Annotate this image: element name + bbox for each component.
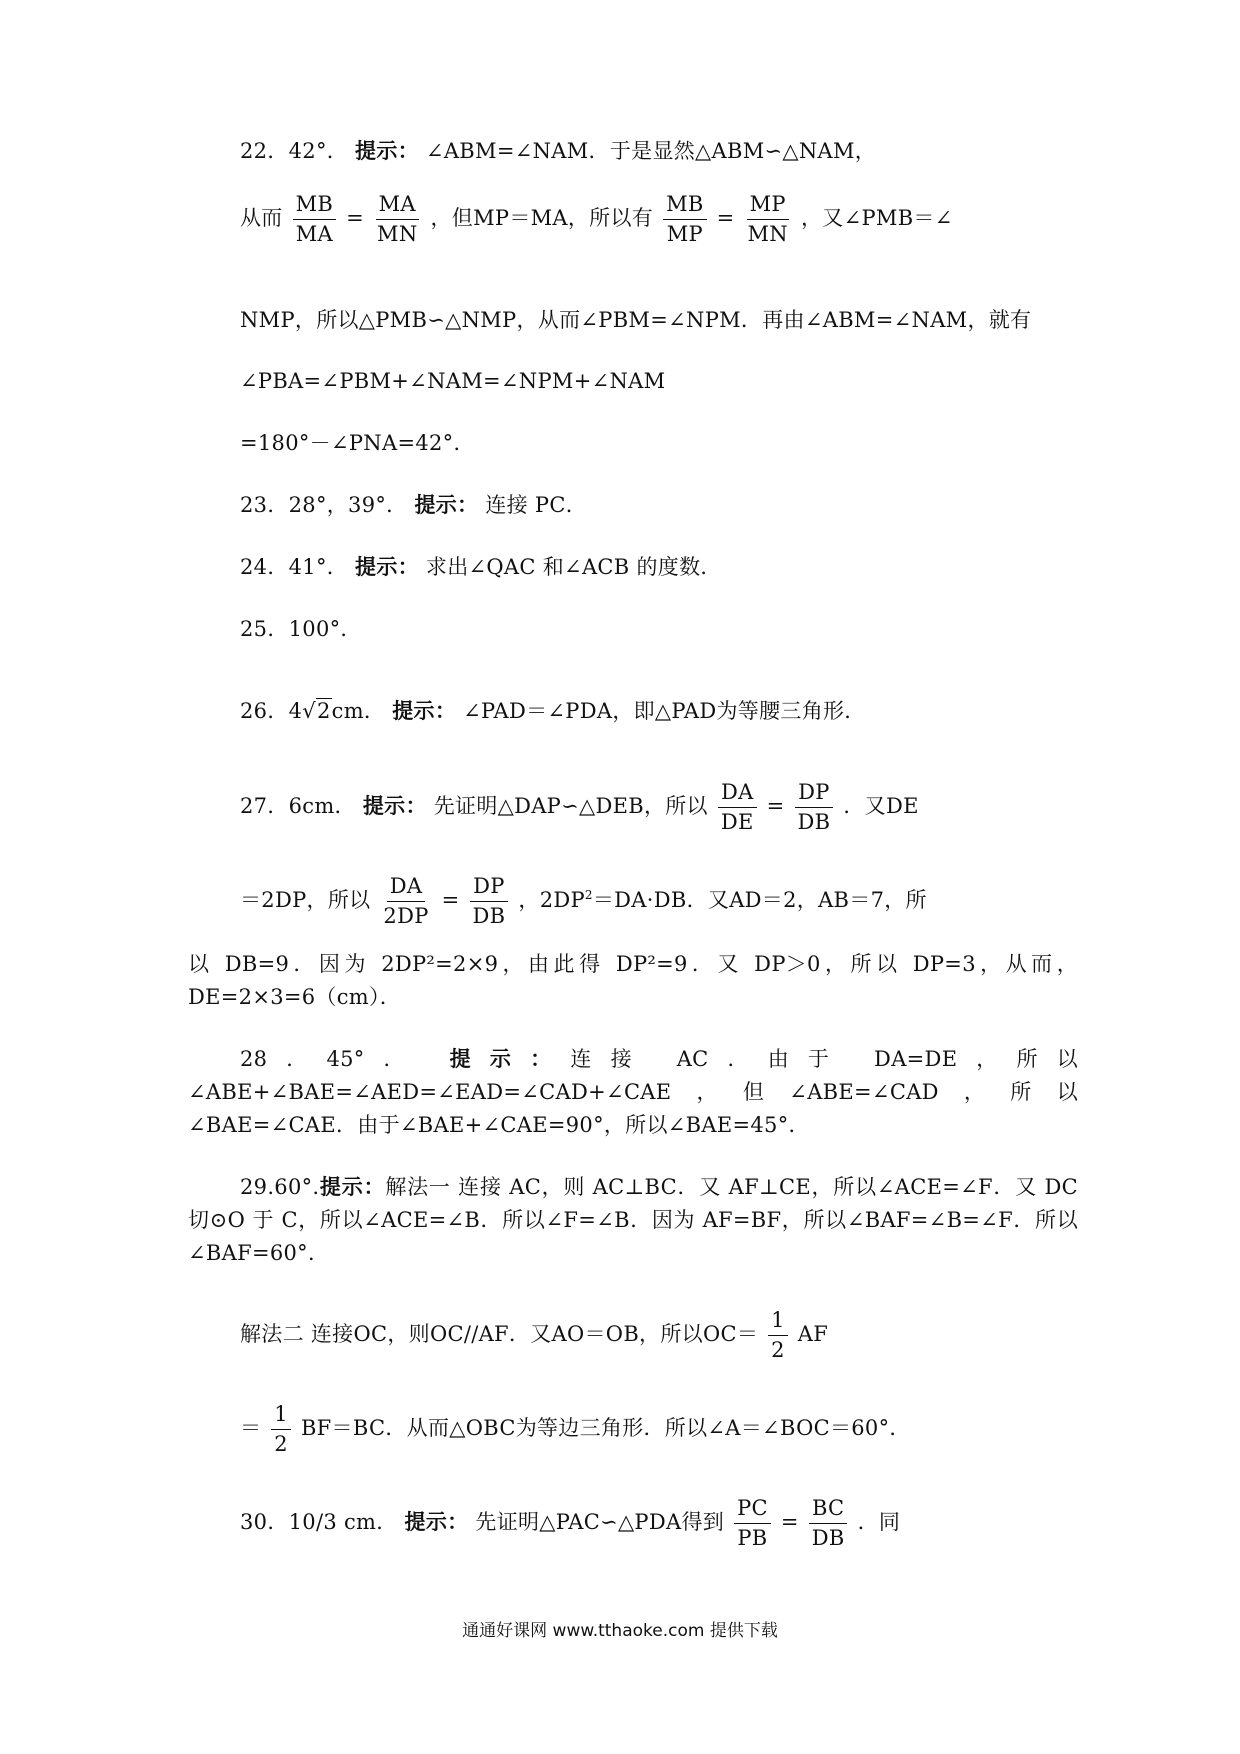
denominator: PB [737,1526,768,1550]
numerator: DP [470,876,508,902]
item-text: ．同 [857,1510,901,1534]
item-text: 连接 AC．由于 DA=DE，所以∠ABE+∠BAE=∠AED=∠EAD=∠CAD+∠CAE，但∠ABE=∠CAD，所以∠BAE=∠CAE．由于∠BAE+∠CAE=90°，所以∠BAE=45°． [188,1047,1079,1137]
numerator: DA [387,876,426,902]
fraction [809,1498,848,1549]
hint-label: 提示： [355,554,419,579]
item-text: 求出∠QAC 和∠ACB 的度数． [425,555,722,579]
fraction [380,876,431,927]
item-text: ＝ [240,1416,262,1440]
hint-label: 提示： [392,698,457,723]
numerator: 1 [271,1404,291,1430]
numerator: DA [718,782,757,808]
numerator: BC [809,1498,848,1524]
denominator: MN [747,222,788,246]
item-text: 连接 PC． [485,493,588,517]
item-text: ．又DE [843,794,919,818]
item-22-line-1 [240,136,876,166]
fraction [374,194,420,245]
denominator: DE [720,810,754,834]
equals: = [766,794,785,818]
numerator: DP [795,782,833,808]
equals: = [346,206,365,230]
item-text: ＝DA·DB．又AD＝2，AB＝7，所 [592,888,927,912]
denominator: 2DP [383,904,429,928]
radicand: 2 [316,699,331,723]
denominator: MA [295,222,333,246]
denominator: MN [377,222,418,246]
numerator: MP [747,194,789,220]
fraction [293,194,337,245]
item-number: 27．6cm． [240,794,356,818]
equals: = [441,888,460,912]
item-number: 30．10/3 cm． [240,1510,398,1534]
hint-label: 提示： [449,1046,571,1071]
item-27-line-2 [240,876,927,927]
item-number: 23．28°，39°． [240,493,408,517]
denominator: 2 [771,1338,785,1362]
item-29-method-2-line-2 [240,1404,911,1455]
item-30 [240,1498,900,1549]
fraction [663,194,707,245]
numerator: MB [663,194,707,220]
superscript: 2 [584,888,593,902]
item-number: 24．41°． [240,555,349,579]
item-29-method-2-line-1 [240,1310,828,1361]
sqrt-sign: √ [302,699,316,723]
denominator: 2 [274,1432,288,1456]
item-27-line-3: 以 DB=9．因为 2DP²=2×9，由此得 DP²=9．又 DP＞0，所以 DP=3，从而，DE=2×3=6（cm）． [188,952,1078,1009]
denominator: DB [472,904,506,928]
numerator: MA [376,194,419,220]
item-text: ，但MP＝MA，所以有 [430,206,654,230]
fraction [271,1404,291,1455]
item-26 [240,696,866,726]
item-22-line-4: ∠PBA=∠PBM+∠NAM=∠NPM+∠NAM [240,369,666,393]
item-text: ，2DP [518,888,585,912]
item-number: 22．42°． [240,139,349,163]
equals: = [716,206,735,230]
item-text: 从而 [240,206,283,230]
item-number: 26．4 [240,699,303,723]
unit: cm． [331,699,386,723]
fraction [745,194,791,245]
numerator: MB [293,194,337,220]
item-text: ∠ABM=∠NAM．于是显然△ABM∽△NAM， [425,139,877,163]
item-22-line-3: NMP，所以△PMB∽△NMP，从而∠PBM=∠NPM．再由∠ABM=∠NAM，就有 [240,308,1032,332]
item-text: 先证明△DAP∽△DEB，所以 [433,794,708,818]
item-text: AF [797,1322,829,1346]
item-text: 解法一 连接 AC，则 AC⊥BC．又 AF⊥CE，所以∠ACE=∠F．又 DC 切⊙O 于 C，所以∠ACE=∠B．所以∠F=∠B．因为 AF=BF，所以∠BAF=∠B=∠F．所以∠BAF=60°． [188,1175,1078,1265]
item-text: 先证明△PAC∽△PDA得到 [475,1510,725,1534]
fraction [768,1310,788,1361]
numerator: PC [734,1498,771,1524]
item-29-method-1 [188,1170,1078,1270]
fraction [795,782,834,833]
item-text: 解法二 连接OC，则OC//AF．又AO＝OB，所以OC＝ [240,1322,759,1346]
item-22-line-2 [240,194,953,245]
hint-label: 提示： [319,1174,386,1199]
item-number: 28．45°． [240,1047,424,1071]
hint-label: 提示： [362,793,427,818]
hint-label: 提示： [355,138,419,163]
item-24 [240,552,722,582]
hint-label: 提示： [414,492,479,517]
item-27-line-1 [240,782,919,833]
item-28 [188,1042,1078,1142]
item-text: ，又∠PMB＝∠ [800,206,953,230]
item-25: 25．100°． [240,617,362,641]
hint-label: 提示： [404,1509,469,1534]
item-text: BF＝BC．从而△OBC为等边三角形．所以∠A＝∠BOC＝60°． [300,1416,911,1440]
fraction [470,876,509,927]
denominator: DB [797,810,831,834]
item-text: ＝2DP，所以 [240,888,371,912]
equals: = [780,1510,799,1534]
page-footer: 通通好课网 www.tthaoke.com 提供下载 [462,1621,778,1641]
denominator: DB [811,1526,845,1550]
item-23 [240,490,587,520]
fraction [718,782,757,833]
item-number: 29.60°. [240,1175,320,1199]
item-text: ∠PAD＝∠PDA，即△PAD为等腰三角形． [463,699,866,723]
denominator: MP [666,222,703,246]
fraction [734,1498,771,1549]
item-22-line-5: =180°－∠PNA=42°． [240,431,475,455]
numerator: 1 [768,1310,788,1336]
